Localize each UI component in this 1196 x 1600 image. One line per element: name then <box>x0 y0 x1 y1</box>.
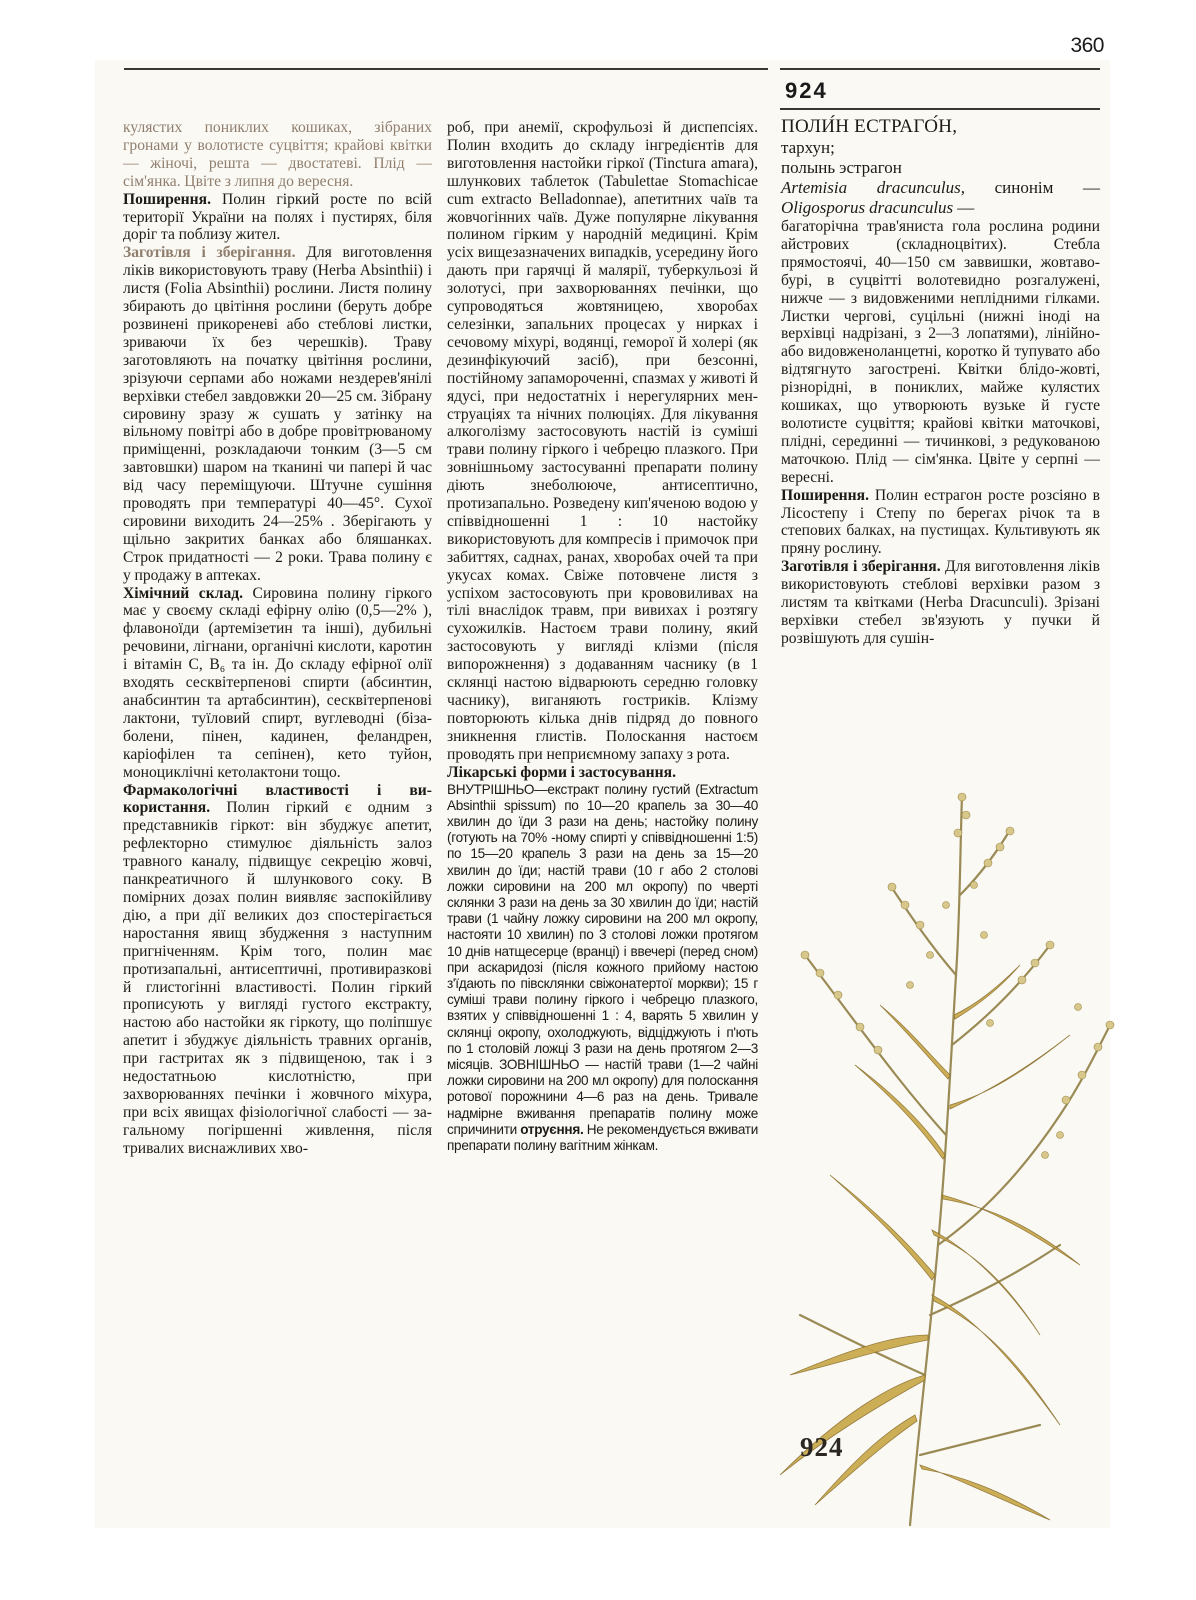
text-column-1 <box>123 119 432 1158</box>
alt-name-ukrainian: тархун; <box>781 138 835 157</box>
header-rule-right-bottom <box>780 108 1100 110</box>
section-heading: Заготівля і зберігання. <box>781 558 941 576</box>
paragraph-pharmacology: Фармакологічні властивості і використання. Полин гіркий є одним з представників гіркот: він збуджує апетит, рефлекторно стимулює діяльність залоз травного каналу, підвищує секрецію жовчі, панкреатичного й шлункового соку. В помірних дозах полин виявляє заспокійливу дію, а при дії великих доз спостерігається наростання явищ збудження з наступним пригніченням. Крім того, полин має протизапальні, антисептичні, противиразкові й глистогінні властивості. Полин гіркий прописують у вигляді густого екстракту, настою або настойки як гіркоту, що поліпшує апетит і збуджує діяльність травних органів, при гастритах як з підвищеною, так і з недостатньою кислотністю, при захворюваннях печінки і жовчного міхура, при всіх явищах фізіологічної слабості — загальному погіршенні живлення, після тривалих виснажливих хво- <box>123 781 432 1157</box>
article-title: ПОЛИ́Н ЕСТРАГО́Н, <box>781 116 958 137</box>
section-heading: Поширення. <box>781 486 869 504</box>
article-number: 924 <box>785 78 828 103</box>
latin-name: Artemisia dracunculus, синонім — Oligosporus dracunculus — <box>781 178 1101 217</box>
paragraph-description-end: кулястих пониклих кошиках, зібраних гронами у волотисте суцвіття; крайові квітки — жіночі, решта — двостатеві. Плід — сім'янка. Цвіте з липня до вересня. <box>123 119 432 190</box>
plant-stems-icon <box>800 795 1110 1525</box>
page-number: 360 <box>1070 34 1104 57</box>
alt-name-russian: полынь эстрагон <box>781 158 902 177</box>
text-column-2 <box>447 119 758 1154</box>
plate-number: 924 <box>800 1432 844 1462</box>
header-rule-left <box>124 68 768 70</box>
paragraph-spread: Поширення. Полин гіркий росте по всій території України на полях і пустирях, біля доріг та поблизу жител. <box>123 190 432 244</box>
section-heading: Лікарські форми і застосування. <box>447 763 676 781</box>
paragraph-chemistry: Хімічний склад. Сировина полину гіркого має у своєму складі ефірну олію (0,5—2% ), флавоноїди (артемізетин та інші), дубильні речовини, лігнани, органічні кислоти, каротин і вітамін C, B₆ та ін. До складу ефірної олії входять сесквітерпенові спирти (абсинтин, анабсинтин та артабсинтин), сесквітерпенові лактони, туїловий спирт, вуглеводні (бізаболени, пінен, кадинен, феландрен, каріофілен та сепінен), кето туйон, моноциклічні кетолактони тощо. <box>123 584 432 781</box>
section-heading: Хімічний склад. <box>123 584 244 602</box>
tarragon-illustration <box>760 775 1130 1535</box>
section-heading: Фармакологічні властивості і використання. <box>123 781 432 817</box>
paragraph-harvest: Заготівля і зберігання. Для виготовлення ліків використовують стеблові верхівки разом з листям та квітками (Herba Dracunculi). Зрізані верхівки стебел зв'язують у пучки й розвішують для сушін- <box>781 558 1100 647</box>
paragraph-dosage: ВНУТРІШНЬО—екстракт полину густий (Extractum Absinthii spissum) по 10—20 крапель за 30—40 хвилин до їди 3 рази на день; настойку полину (готують на 70% -ному спирті у співвідношенні 1:5) по 15—20 крапель 3 рази на день за 15—20 хвилин до їди; настій трави (10 г або 2 столові ложки сировини на 200 мл окропу) по чверті склянки 3 рази на день за 30 хвилин до їди; настій трави (1 чайну ложку сировини на 200 мл окропу, настояти 10 хвилин) по 3 столові ложки протягом 10 днів натщесерце (вранці) і ввечері (перед сном) при аскаридозі (після кожного прийому настою з'їдають по півсклянки свіжонатертої моркви); 15 г суміші трави полину гіркого і чебрецю плазкого, взятих у співвідношенні 1 : 4, варять 5 хвилин у склянці окропу, охолоджують, відціджують і п'ють по 1 столовій ложці 3 рази на день протягом 2—3 місяців. ЗОВНІШНЬО — настій трави (1—2 чайні ложки сировини на 200 мл окропу) для полоскання ротової порожнини 4—6 раз на день. Тривале надмірне вживання препаратів полину може спричинити отруєння. Не рекомендується вживати препарати полину вагітним жінкам. <box>447 781 759 1153</box>
paragraph-forms-heading <box>447 764 758 782</box>
header-rule-right-top <box>780 68 1100 70</box>
paragraph-usage: роб, при анемії, скрофульозі й диспепсіях. Полин входить до складу інгредієнтів для виготовлення настойки гіркої (Tinctura amara), шлункових таблеток (Tabulettae Stomachicae cum extracto Belladonnae), апетитних чаїв та жовчогінних чаїв. Дуже популярне лікування полином гірким у народній медицині. Крім усіх вищезазначених випадків, усередину його дають при гарячці й малярії, туберкульозі й золотусі, при захворюваннях печінки, що супроводяться жовтяницею, хворобах селезінки, запальних процесах у нирках і сечовому міхурі, водянці, геморої й холері (як дезинфікуючий засіб), при безсонні, постійному запамороченні, спазмах у животі й ядусі, при недостатніх і нерегулярних менструаціях та нічних полюціях. Для лікування алкоголізму застосовують настій із суміші трави полину гіркого і чебрецю плазкого. При зовнішньому застосуванні препарати полину діють знеболююче, антисептично, протизапально. Розведену кип'яченою водою у співвідношенні 1 : 10 настойку використовують для компресів і примочок при забиттях, саднах, ранах, хворобах очей та при укусах комах. Свіже потовчене листя з успіхом застосовують при крововиливах на тілі внаслідок травм, при вивихах і розтягу сухожилків. Настоєм трави полину, який застосовують у вигляді клізми (після випорожнення) з додаванням часнику (в 1 склянці настою відварюють середню головку часнику), виганяють гостриків. Клізму повторюють кілька днів підряд до повного зникнення глистів. Полоскання настоєм проводять при неприємному запаху з рота. <box>447 119 758 763</box>
section-heading: Поширення. <box>123 190 211 208</box>
paragraph-spread: Поширення. Полин естрагон росте розсіяно в Лісостепу і Степу по берегах річок та в степових балках, на пустищах. Культивують як пряну рослину. <box>781 486 1100 558</box>
paragraph-description: багаторічна трав'яниста гола рослина родини айстрових (складноцвітих). Стебла прямостоячі, 40—150 см заввишки, жовтаво-бурі, в суцвітті волотевидно розгалужені, нижче — з видовженими неплідними гілками. Листки чергові, суцільні (нижні іноді на верхівці надрізані, з 2—3 лопатями), лінійно- або видовженоланцетні, коротко й тупувато або відтягнуто загострені. Квітки блідо-жовті, різнорідні, в пониклих, майже кулястих кошиках, що утворюють вузьке й густе волотисте суцвіття; крайові квітки маточкові, плідні, серединні — тичинкові, з редукованою маточкою. Плід — сім'янка. Цвіте у серпні — вересні. <box>781 218 1100 486</box>
section-heading: Заготівля і зберігання. <box>123 244 296 262</box>
paragraph-harvest: Заготівля і зберігання. Для виготовлення ліків використовують траву (Herba Absinthii) і листя (Folia Absinthii) рослини. Листя полину збирають до цвітіння рослини (беруть добре розвинені прикореневі або стеблові листки, зриваючи їх без черешків). Траву заготовляють на початку цвітіння рослини, зрізуючи серпами або ножами нездерев'янілі верхівки стебел завдовжки 20—25 см. Зібрану сировину зразу ж сушать у затінку на вільному повітрі або в добре провітрюваному приміщенні, розкладаючи тонким (3—5 см завтовшки) шаром на тканині чи папері й час від часу переміщуючи. Штучне сушіння проводять при температурі 40—45°. Сухої сировини виходить 24—25% . Зберігають у щільно закритих банках або бляшанках. Строк придатності — 2 роки. Трава полину є у продажу в аптеках. <box>123 244 432 584</box>
text-column-3 <box>781 116 1100 648</box>
